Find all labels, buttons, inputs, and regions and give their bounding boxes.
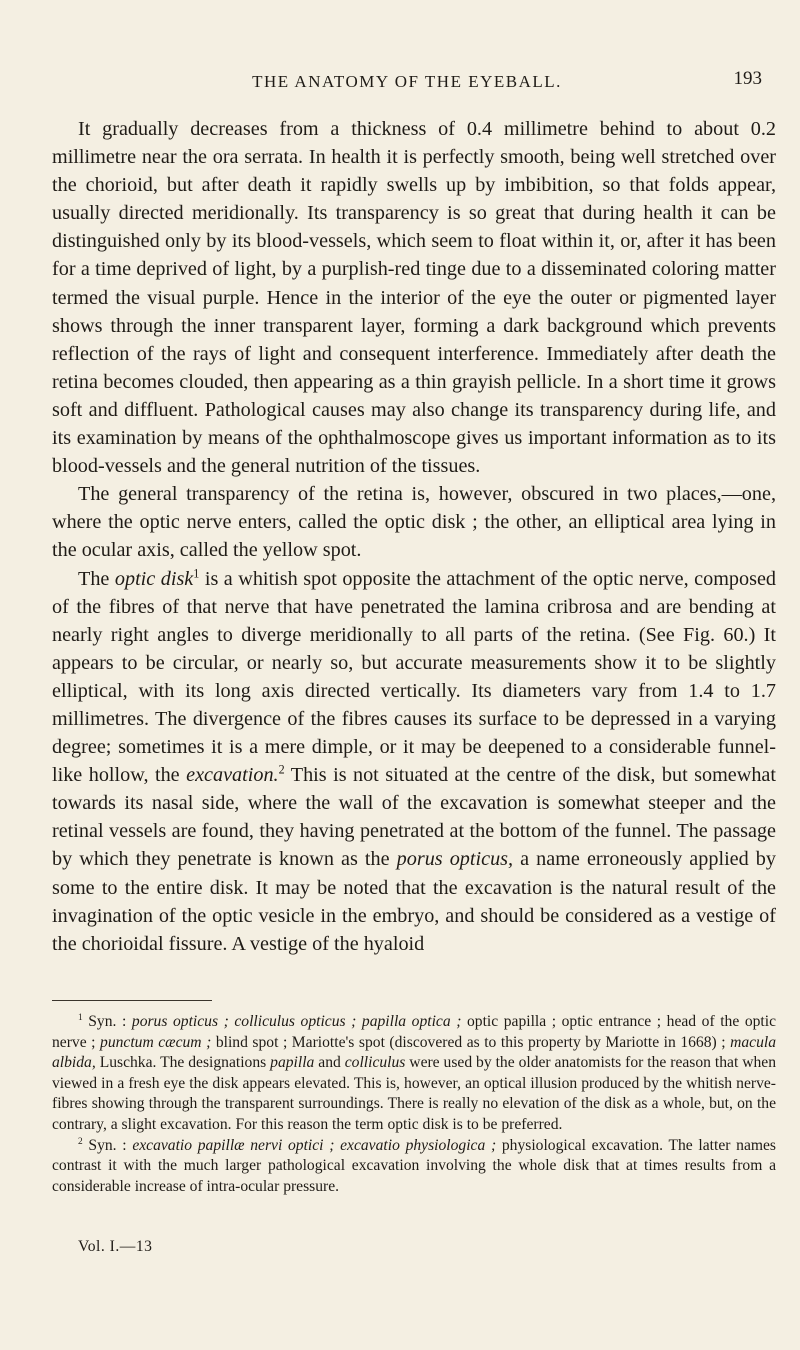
italic-run: macula albida,: [52, 1033, 776, 1072]
text-run: and: [314, 1054, 345, 1072]
page-header: [52, 68, 762, 102]
footnote-1: [52, 1012, 776, 1136]
italic-run: papilla: [270, 1054, 315, 1072]
text-run: The: [78, 567, 115, 590]
italic-run: excavatio papillæ nervi optici ; excavatio physiologica ;: [132, 1136, 497, 1154]
footnote-mark: 2: [78, 1136, 83, 1147]
term-excavation: excavation.: [186, 764, 279, 787]
paragraph-transparency: The general transparency of the retina is, however, obscured in two places,—one, where the optic nerve enters, called the optic disk ; the other, an elliptical area lying in the ocular axis, called the yellow spot.: [52, 483, 776, 562]
italic-run: colliculus: [344, 1054, 406, 1072]
footnote-2: [52, 1136, 776, 1198]
text-run: optic papilla ; optic entrance ; head of the optic nerve ;: [52, 1013, 776, 1051]
text-run: were used by the older anatomists for the reason that when viewed in a fresh eye the disk appears elevated. This is, however, an optical illusion produced by the whitish nerve-fibres showing through the transparent surroundings. There is really no elevation of the disk as a whole, but, on the contrary, a slight excavation. For this reason the term optic disk is to be preferred.: [52, 1054, 776, 1133]
text-run: a name erroneously applied by some to the entire disk. It may be noted that the excavation is the natural result of the invagination of the optic vesicle in the embryo, and should be considered as a vestige of the chorioidal fissure. A vestige of the hyaloid: [52, 848, 776, 955]
text-run: Luschka. The designations: [95, 1054, 271, 1072]
footnote-mark: 1: [78, 1012, 83, 1023]
text-run: physiological excavation. The latter names contrast it with the much larger pathological excavation involving the whole disk that at times results from a considerable increase of intra-ocular pressure.: [52, 1136, 776, 1195]
footnote-divider: [52, 1000, 212, 1001]
footnotes: [52, 1012, 776, 1197]
text-run: Syn. :: [82, 1136, 133, 1154]
text-run: Syn. :: [82, 1013, 132, 1030]
italic-run: punctum cæcum ;: [100, 1033, 212, 1051]
text-run: This is not situated at the centre of the disk, but somewhat towards its nasal side, where the wall of the excavation is somewhat steeper and the retinal vessels are found, they having penetrated at the bottom of the funnel. The passage by which they penetrate is known as the: [52, 764, 776, 871]
paragraph-retina-thickness: It gradually decreases from a thickness of 0.4 millimetre behind to about 0.2 millimetre near the ora serrata. In health it is perfectly smooth, being well stretched over the chorioid, but after death it rapidly swells up by imbibition, so that folds appear, usually directed meridionally. Its transparency is so great that during health it can be distinguished only by its blood-vessels, which seem to float within it, or, after it has been for a time deprived of light, by a purplish-red tinge due to a disseminated coloring matter termed the visual purple. Hence in the interior of the eye the outer or pigmented layer shows through the inner transparent layer, forming a dark background which prevents reflection of the rays of light and consequent interference. Immediately after death the retina becomes clouded, then appearing as a thin grayish pellicle. In a short time it grows soft and diffluent. Pathological causes may also change its transparency during life, and its examination by means of the ophthalmoscope gives us important information as to its blood-vessels and the general nutrition of the tissues.: [52, 118, 776, 478]
text-run: is a whitish spot opposite the attachment of the optic nerve, composed of the fibres of that nerve that have penetrated the lamina cribrosa and are bending at nearly right angles to diverge meridionally to all parts of the retina. (See Fig. 60.) It appears to be circular, or nearly so, but accurate measurements show it to be slightly elliptical, with its long axis directed vertically. Its diameters vary from 1.4 to 1.7 millimetres. The divergence of the fibres causes its surface to be depressed in a varying degree; sometimes it is a mere dimple, or it may be deepened to a considerable funnel-like hollow, the: [52, 567, 777, 787]
term-optic-disk: optic disk: [114, 567, 194, 590]
volume-signature: Vol. I.—13: [78, 1238, 153, 1255]
running-head: THE ANATOMY OF THE EYEBALL.: [252, 72, 562, 91]
footnote-ref-2: 2: [278, 762, 285, 777]
paragraph-optic-disk: [52, 565, 776, 958]
italic-run: porus opticus ; colliculus opticus ; papilla optica ;: [131, 1013, 462, 1030]
page-number: 193: [733, 68, 762, 89]
footnote-ref-1: 1: [193, 565, 200, 580]
term-porus-opticus: porus opticus,: [396, 848, 514, 871]
main-text: [52, 115, 776, 958]
text-run: blind spot ; Mariotte's spot (discovered as to this property by Mariotte in 1668) ;: [211, 1033, 731, 1051]
